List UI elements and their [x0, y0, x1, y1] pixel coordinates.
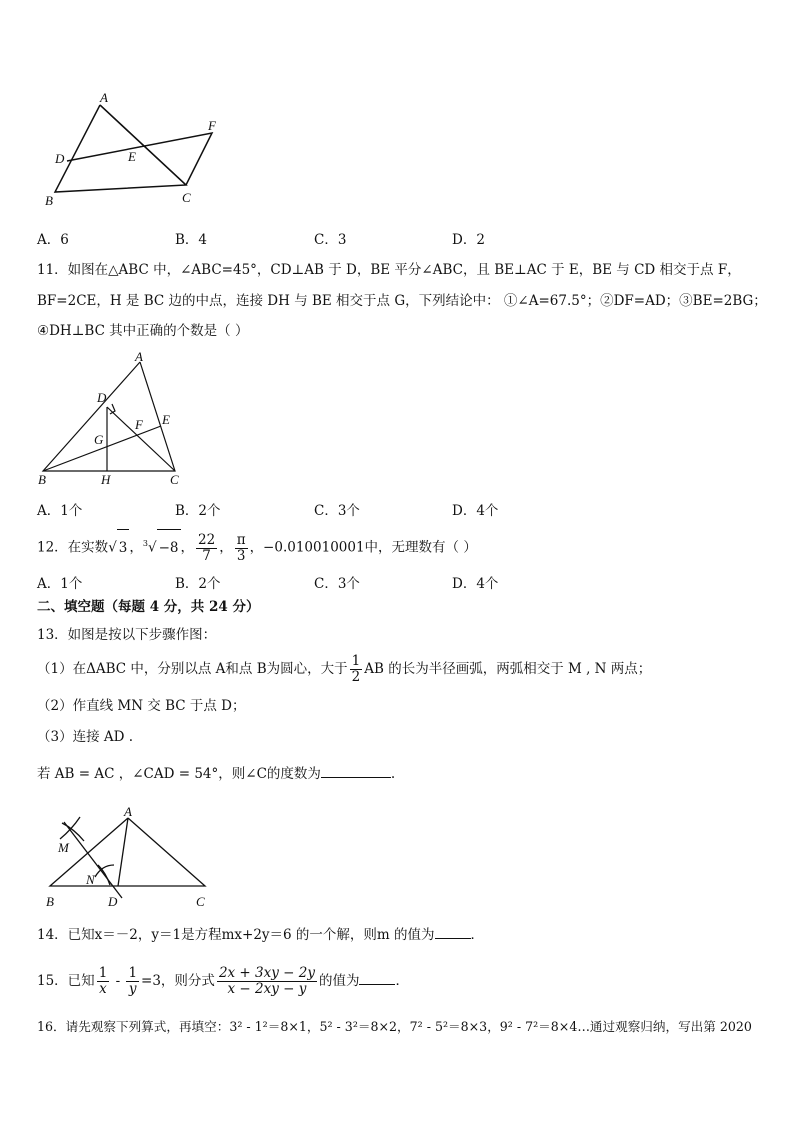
q13-step-1 [37, 651, 651, 687]
label-n: N [86, 872, 95, 887]
q10-option-c: C．3 [314, 232, 347, 248]
label-e: E [162, 412, 170, 427]
right-angle-mark [110, 404, 115, 414]
label-a: A [135, 350, 143, 364]
figure-q13 [40, 803, 220, 913]
q13-line-1: 13．如图是按以下步骤作图： [37, 627, 217, 643]
q13-condition [37, 765, 395, 783]
triangle-abc [43, 362, 175, 471]
frac-num: 2x + 3xy − 2y [218, 965, 315, 981]
line-ac [100, 105, 186, 185]
q15-minus: - [111, 973, 125, 989]
frac-den: 2 [351, 669, 361, 685]
frac-num: π [236, 531, 246, 548]
q12-option-a: A．1个 [37, 576, 83, 592]
label-a: A [100, 90, 108, 105]
q12-cbrt-index: 3 [142, 539, 148, 548]
figure-q11 [35, 350, 195, 488]
q13-cond-text: 若 AB = AC ，∠CAD = 54°，则∠C的度数为 [37, 766, 321, 782]
q13-step1-a: （1）在ΔABC 中，分别以点 A和点 B为圆心，大于 [37, 661, 348, 677]
answer-blank[interactable] [435, 926, 471, 939]
q15-suffix: 的值为 [318, 973, 360, 989]
q13-frac-half [350, 654, 363, 685]
frac-den: x [99, 981, 107, 997]
q10-option-a: A．6 [37, 232, 69, 248]
q12-option-d: D．4个 [452, 576, 499, 592]
q13-step-2: （2）作直线 MN 交 BC 于点 D； [37, 698, 246, 714]
section-2-heading: 二、填空题（每题 4 分，共 24 分） [37, 599, 260, 615]
sqrt-symbol: √ [108, 539, 117, 556]
q12-stem: 12．在实数√ 3 ，$^3$√ −8 ， $\frac{22}{7}$ ， $\frac{\pi}{3}$ ，−0.010010001中，无理数有（ ） [37, 526, 477, 566]
frac-den: y [128, 981, 137, 997]
q12-frac-22-7 [196, 533, 217, 564]
q13-step1-b: AB 的长为半径画弧，两弧相交于 M , N 两点； [364, 661, 652, 677]
q11-option-b: B．2个 [175, 503, 221, 519]
label-e: E [128, 149, 136, 164]
q15-end: ． [395, 973, 409, 989]
q10-option-d: D．2 [452, 232, 485, 248]
answer-blank[interactable] [321, 765, 391, 778]
q13-cond-end: . [390, 766, 396, 782]
label-b: B [46, 894, 54, 909]
label-f: F [135, 417, 143, 432]
q11-line-1: 11．如图在△ABC 中，∠ABC=45°，CD⊥AB 于 D，BE 平分∠ABC，且 BE⊥AC 于 E，BE 与 CD 相交于点 F， [37, 262, 741, 278]
q11-line-3: ④DH⊥BC 其中正确的个数是（ ） [37, 323, 249, 339]
segment-ad [118, 818, 128, 886]
label-h: H [101, 472, 111, 487]
q11-option-a: A．1个 [37, 503, 83, 519]
label-m: M [58, 840, 69, 855]
frac-den: 3 [236, 547, 246, 564]
q13-step-3: （3）连接 AD . [37, 729, 134, 745]
q11-option-d: D．4个 [452, 503, 499, 519]
frac-num: 1 [98, 965, 108, 981]
label-b: B [38, 472, 46, 487]
q15-frac-1-x [97, 966, 110, 997]
label-g: G [94, 432, 104, 447]
label-d: D [97, 390, 107, 405]
q11-line-2: BF=2CE，H 是 BC 边的中点，连接 DH 与 BE 相交于点 G，下列结论中： ①∠A=67.5°；②DF=AD；③BE=2BG； [37, 293, 767, 309]
label-d: D [108, 894, 118, 909]
q15-stem [37, 963, 409, 999]
label-b: B [45, 193, 53, 208]
q12-option-c: C．3个 [314, 576, 360, 592]
q14-end: ． [470, 927, 485, 943]
cbrt-symbol: √ [147, 539, 157, 556]
triangle-abc [50, 818, 205, 886]
q15-prefix: 15．已知 [37, 973, 95, 989]
q12-option-b: B．2个 [175, 576, 221, 592]
q15-frac-expression [217, 966, 317, 997]
q15-frac-1-y [126, 966, 139, 997]
label-c: C [170, 472, 179, 487]
q14-stem [37, 926, 484, 944]
q12-sqrt-arg: 3 [117, 529, 130, 566]
frac-num: 22 [198, 531, 216, 548]
q12-prefix: 12．在实数 [37, 539, 109, 556]
label-a: A [124, 804, 132, 819]
q12-frac-pi-3 [235, 533, 248, 564]
answer-blank[interactable] [359, 972, 395, 985]
frac-num: 1 [128, 965, 138, 981]
q10-option-b: B．4 [175, 232, 208, 248]
triangle-abc [55, 105, 186, 192]
figure-q10 [40, 85, 240, 210]
frac-num: 1 [351, 653, 361, 669]
label-c: C [182, 190, 191, 205]
q12-tail: ，−0.010010001中，无理数有（ ） [249, 539, 477, 556]
label-c: C [196, 894, 205, 909]
q14-text: 14．已知x＝－2，y＝1是方程mx+2y＝6 的一个解，则m 的值为 [37, 927, 435, 943]
frac-den: x − 2xy − y [227, 981, 307, 997]
label-f: F [208, 118, 216, 133]
q12-cbrt-arg: −8 [157, 529, 181, 566]
label-d: D [55, 151, 65, 166]
q16-stem: 16．请先观察下列算式，再填空：3² - 1²＝8×1，5² - 3²＝8×2，7² - 5²＝8×3，9² - 7²＝8×4…通过观察归纳，写出第 2020 [37, 1019, 752, 1034]
frac-den: 7 [202, 547, 211, 564]
q11-option-c: C．3个 [314, 503, 360, 519]
q15-mid: =3，则分式 [141, 973, 215, 989]
